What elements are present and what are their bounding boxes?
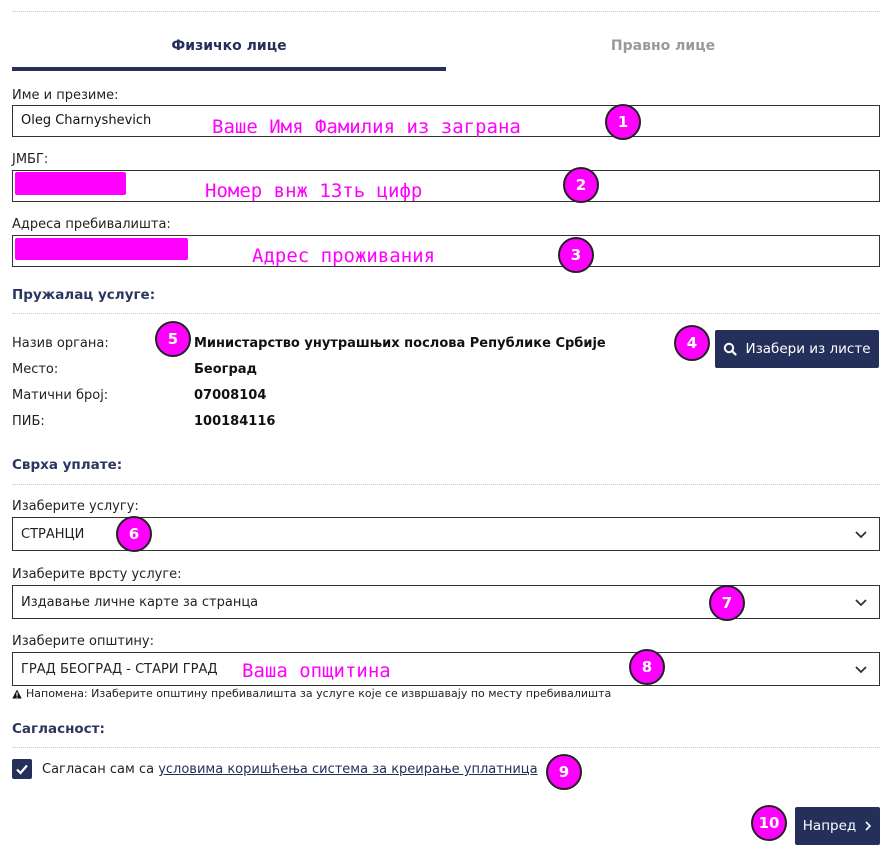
provider-section-title: Пружалац услуге:	[12, 287, 156, 303]
purpose-divider	[12, 484, 880, 485]
next-button-label: Напред	[802, 818, 857, 834]
chevron-down-icon	[853, 594, 869, 610]
municipality-note	[12, 687, 611, 700]
municipality-select[interactable]	[12, 652, 880, 686]
municipality-select-value: ГРАД БЕОГРАД - СТАРИ ГРАД	[21, 662, 218, 677]
address-hint-annotation: Адрес проживания	[252, 245, 436, 267]
marker-2: 2	[563, 167, 599, 203]
service-type-select[interactable]	[12, 585, 880, 619]
pib-label: ПИБ:	[12, 414, 45, 429]
marker-6: 6	[116, 516, 152, 552]
registration-number-value: 07008104	[194, 388, 267, 403]
address-redaction	[15, 238, 188, 260]
name-label: Име и презиме:	[12, 88, 119, 103]
marker-5: 5	[155, 321, 191, 357]
purpose-section-title: Сврха уплате:	[12, 457, 123, 473]
jmbg-label: ЈМБГ:	[12, 152, 49, 167]
marker-8: 8	[629, 649, 665, 685]
pib-value: 100184116	[194, 414, 276, 429]
service-select-value: СТРАНЦИ	[21, 527, 85, 542]
next-button[interactable]	[795, 807, 880, 845]
address-label: Адреса пребивалишта:	[12, 217, 171, 232]
municipality-label: Изаберите општину:	[12, 634, 154, 649]
municipality-hint-annotation: Ваша опщитина	[242, 660, 391, 682]
marker-9: 9	[546, 754, 582, 790]
top-divider	[12, 11, 880, 12]
jmbg-input[interactable]	[12, 170, 880, 202]
active-tab-indicator	[12, 67, 446, 71]
marker-3: 3	[558, 237, 594, 273]
marker-1: 1	[605, 104, 641, 140]
select-from-list-label: Изабери из листе	[745, 341, 871, 357]
search-icon	[723, 342, 737, 356]
tab-legal-entity[interactable]: Правно лице	[610, 38, 716, 54]
service-label: Изаберите услугу:	[12, 499, 139, 514]
chevron-right-icon	[864, 821, 872, 831]
consent-section-title: Сагласност:	[12, 721, 105, 737]
consent-checkbox[interactable]	[12, 759, 32, 779]
municipality-note-text: Напомена: Изаберите општину пребивалишта за услуге које се извршавају по месту пребивалишта	[26, 687, 612, 700]
registration-number-label: Матични број:	[12, 388, 109, 403]
chevron-down-icon	[853, 526, 869, 542]
select-from-list-button[interactable]	[715, 330, 879, 368]
checkmark-icon	[12, 759, 32, 779]
service-type-select-value: Издавање личне карте за странца	[21, 595, 259, 610]
place-label: Место:	[12, 362, 59, 377]
marker-7: 7	[709, 585, 745, 621]
chevron-down-icon	[853, 661, 869, 677]
jmbg-redaction	[15, 172, 126, 195]
terms-of-use-link[interactable]: условима коришћења система за креирање уплатница	[158, 762, 538, 777]
warning-icon	[12, 689, 22, 699]
consent-text-prefix: Сагласан сам са	[42, 762, 159, 777]
tab-individual[interactable]: Физичко лице	[171, 38, 287, 54]
marker-10: 10	[751, 805, 787, 841]
consent-divider	[12, 747, 880, 748]
organ-value: Министарство унутрашњих послова Републике Србије	[194, 336, 606, 351]
name-input[interactable]: Oleg Charnyshevich	[12, 105, 880, 137]
jmbg-hint-annotation: Номер внж 13ть цифр	[205, 180, 423, 202]
provider-divider	[12, 313, 880, 314]
service-type-label: Изаберите врсту услуге:	[12, 567, 182, 582]
organ-label: Назив органа:	[12, 336, 109, 351]
consent-text	[42, 762, 538, 777]
name-hint-annotation: Ваше Имя Фамилия из заграна	[212, 116, 521, 138]
marker-4: 4	[674, 325, 710, 361]
place-value: Београд	[194, 362, 258, 377]
